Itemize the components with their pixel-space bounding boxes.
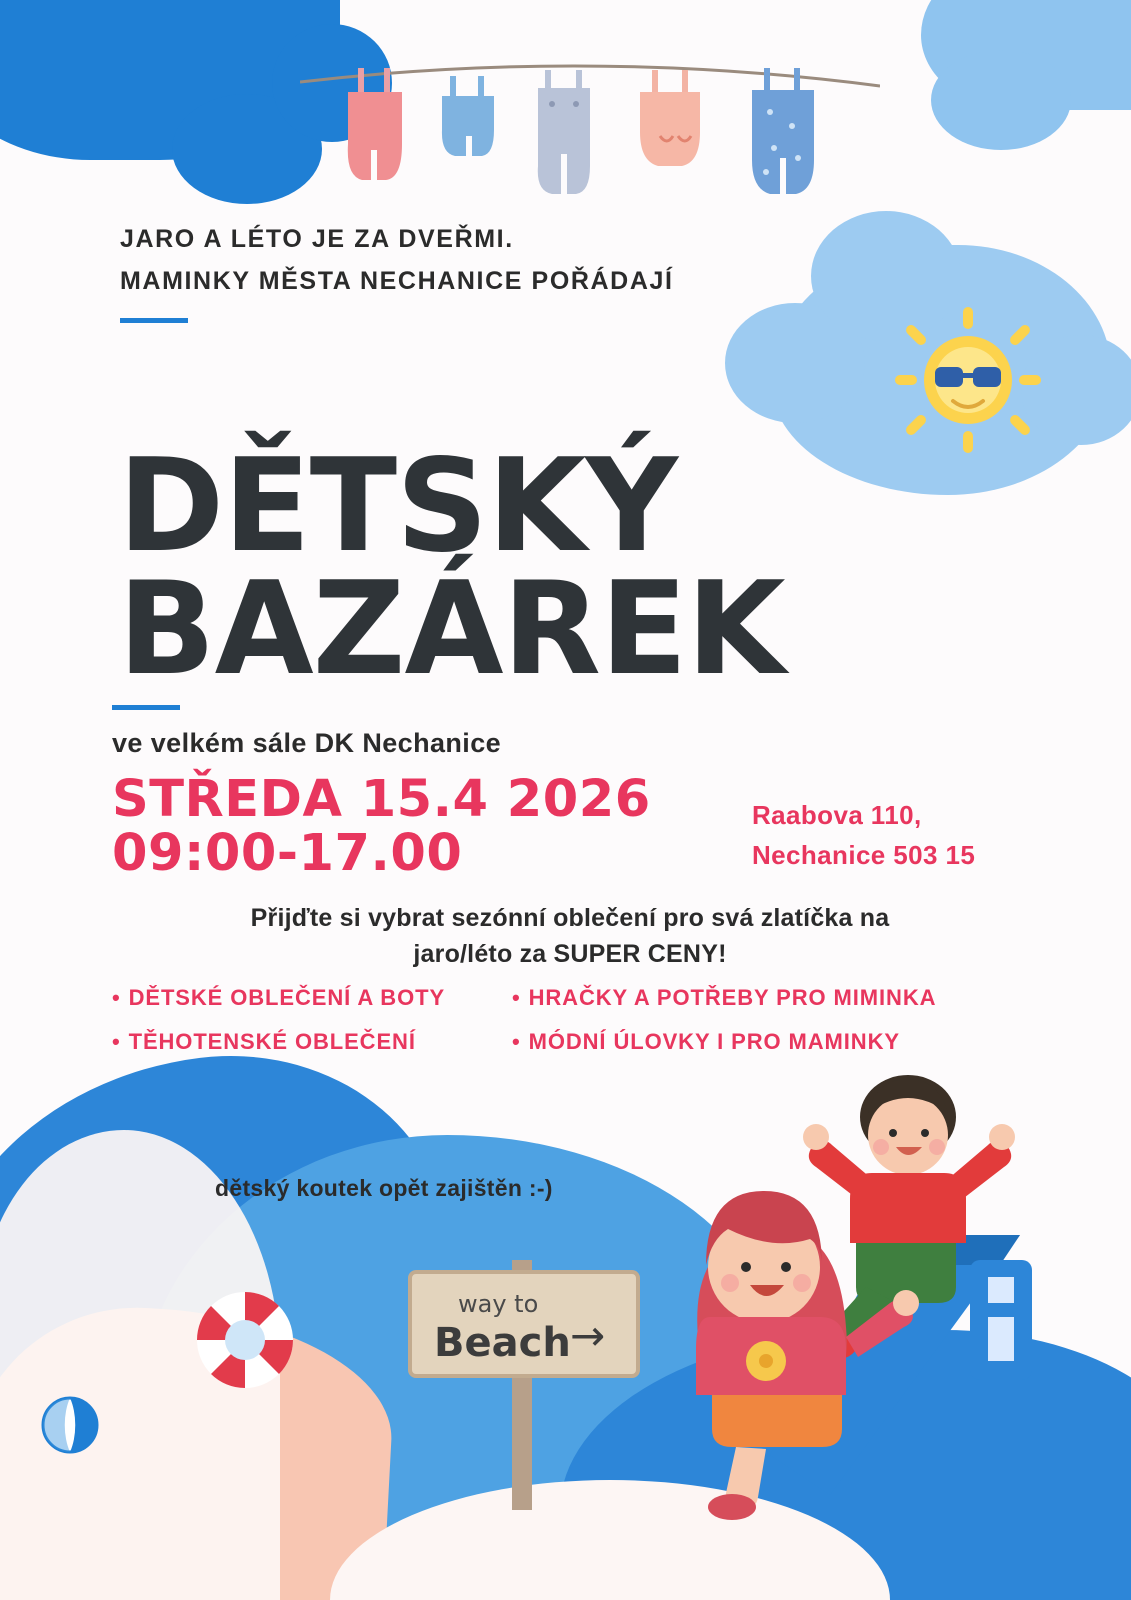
bullet-dot-icon: • xyxy=(112,1029,121,1054)
cloud-top-right-decoration xyxy=(921,0,1131,110)
category-list xyxy=(112,985,1042,1055)
cloud-top-left-decoration xyxy=(0,0,340,160)
list-item-label: MÓDNÍ ÚLOVKY I PRO MAMINKY xyxy=(528,1029,900,1054)
sign-line-1: way to xyxy=(458,1290,539,1318)
list-item xyxy=(512,985,1042,1011)
kids-corner-note: dětský koutek opět zajištěn :-) xyxy=(215,1175,553,1201)
address-block xyxy=(752,795,975,876)
list-item xyxy=(512,1029,1042,1055)
page-title xyxy=(118,431,785,704)
bullet-dot-icon: • xyxy=(512,985,521,1010)
title-line-2: BAZÁREK xyxy=(118,554,785,704)
list-item xyxy=(112,1029,512,1055)
venue-and-datetime-block xyxy=(112,705,651,884)
clothesline-with-baby-clothes-decoration xyxy=(300,40,880,220)
list-item-label: TĚHOTENSKÉ OBLEČENÍ xyxy=(128,1029,416,1054)
venue-text: ve velkém sále DK Nechanice xyxy=(112,728,502,758)
lifebuoy-icon xyxy=(190,1285,300,1395)
bullet-dot-icon: • xyxy=(512,1029,521,1054)
lead-paragraph xyxy=(120,900,1020,973)
title-line-1: DĚTSKÝ xyxy=(118,431,678,581)
address-line-2: Nechanice 503 15 xyxy=(752,840,976,871)
address-line-1: Raabova 110, xyxy=(752,800,922,830)
list-item xyxy=(112,985,512,1011)
intro-block xyxy=(120,225,674,323)
sun-with-sunglasses-icon xyxy=(893,305,1043,455)
sign-line-2: Beach xyxy=(434,1320,571,1366)
divider-rule-top xyxy=(120,318,188,323)
list-item-label: DĚTSKÉ OBLEČENÍ A BOTY xyxy=(128,985,446,1010)
kids-on-slide-illustration xyxy=(640,1055,1060,1555)
time-line: 09:00-17.00 xyxy=(112,824,463,884)
intro-line-1: JARO A LÉTO JE ZA DVEŘMI. xyxy=(120,225,514,253)
divider-rule-bottom xyxy=(112,705,180,710)
list-item-label: HRAČKY A POTŘEBY PRO MIMINKA xyxy=(528,985,937,1010)
beach-ball-icon xyxy=(40,1395,100,1455)
date-line: STŘEDA 15.4 2026 xyxy=(112,770,651,829)
beach-direction-sign xyxy=(400,1230,650,1520)
intro-line-2: MAMINKY MĚSTA NECHANICE POŘÁDAJÍ xyxy=(120,267,674,295)
bullet-dot-icon: • xyxy=(112,985,121,1010)
sign-arrow-icon: → xyxy=(570,1311,606,1360)
lead-line-1: Přijďte si vybrat sezónní oblečení pro svá zlatíčka na xyxy=(250,904,890,932)
lead-line-2: jaro/léto za SUPER CENY! xyxy=(413,940,727,969)
datetime-block xyxy=(112,770,651,884)
